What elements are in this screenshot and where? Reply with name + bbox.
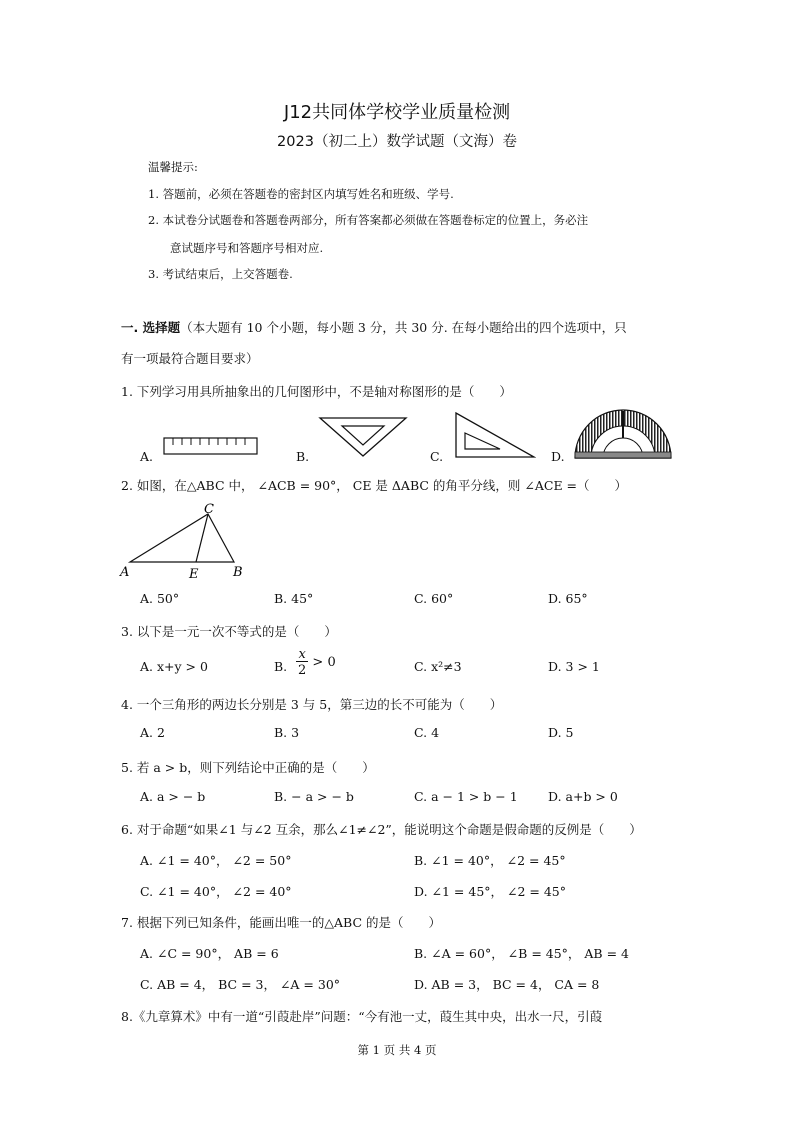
section-desc-line1: （本大题有 10 个小题，每小题 3 分，共 30 分. 在每小题给出的四个选项中，只 [180, 320, 627, 335]
fraction-x-over-2: $\frac{x}{2}$ [298, 647, 307, 678]
q4-option-d: D. 5 [548, 725, 574, 740]
exam-title: J12共同体学校学业质量检测 [283, 102, 511, 123]
q4-option-c: C. 4 [414, 725, 440, 740]
q5-option-c: C. a − 1 > b − 1 [414, 789, 518, 804]
q2-option-a: A. 50° [140, 591, 180, 606]
q1-option-b-label: B. [296, 449, 310, 464]
protractor-figure [573, 408, 673, 462]
notice-item-1: 1. 答题前，必须在答题卷的密封区内填写姓名和班级、学号. [148, 187, 454, 201]
q7-option-d: D. AB = 3， BC = 4， CA = 8 [414, 977, 600, 992]
q3-option-d: D. 3 > 1 [548, 659, 600, 674]
q7-option-c: C. AB = 4， BC = 3， ∠A = 30° [140, 977, 341, 992]
q1-option-d-label: D. [551, 449, 565, 464]
q4-option-a: A. 2 [140, 725, 165, 740]
section-heading [121, 318, 627, 336]
q5-option-a: A. a > − b [140, 789, 206, 804]
question-8-stem: 8.《九章算术》中有一道“引葭赴岸”问题：“今有池一丈，葭生其中央，出水一尺，引葭 [121, 1009, 603, 1024]
question-4-stem: 4. 一个三角形的两边长分别是 3 与 5，第三边的长不可能为（ ） [121, 697, 503, 712]
q3-option-b-label: B. [274, 659, 288, 674]
q5-option-d: D. a+b > 0 [548, 789, 618, 804]
point-e-label: E [189, 567, 199, 582]
q6-option-b: B. ∠1 = 40°， ∠2 = 45° [414, 853, 566, 868]
q4-option-b: B. 3 [274, 725, 300, 740]
section-desc-line2: 有一项最符合题目要求） [121, 351, 259, 366]
question-3-stem: 3. 以下是一元一次不等式的是（ ） [121, 624, 337, 639]
vertex-a-label: A [120, 565, 130, 580]
q2-option-b: B. 45° [274, 591, 314, 606]
page-footer: 第 1 页 共 4 页 [357, 1043, 437, 1057]
q6-option-d: D. ∠1 = 45°， ∠2 = 45° [414, 884, 567, 899]
question-7-stem: 7. 根据下列已知条件，能画出唯一的△ABC 的是（ ） [121, 915, 441, 930]
notice-item-2: 2. 本试卷分试题卷和答题卷两部分，所有答案都必须做在答题卷标定的位置上，务必注 [148, 213, 589, 227]
vertex-b-label: B [233, 565, 243, 580]
question-1-stem: 1. 下列学习用具所抽象出的几何图形中，不是轴对称图形的是（ ） [121, 384, 512, 399]
ruler-figure [163, 437, 259, 456]
q7-option-a: A. ∠C = 90°， AB = 6 [140, 946, 279, 961]
right-set-square-figure [452, 411, 536, 459]
q6-option-c: C. ∠1 = 40°， ∠2 = 40° [140, 884, 292, 899]
triangle-abc-figure [116, 498, 256, 582]
q3-option-b-expression: $\frac{x}{2}$ > 0 [298, 647, 336, 678]
question-2-stem: 2. 如图，在△ABC 中， ∠ACB = 90°， CE 是 ΔABC 的角平分线，则 ∠ACE =（ ） [121, 478, 628, 493]
q1-option-a-label: A. [140, 449, 154, 464]
q6-option-a: A. ∠1 = 40°， ∠2 = 50° [140, 853, 292, 868]
question-5-stem: 5. 若 a > b，则下列结论中正确的是（ ） [121, 760, 375, 775]
q2-option-c: C. 60° [414, 591, 454, 606]
notice-item-2-cont: 意试题序号和答题序号相对应. [170, 241, 324, 255]
q1-option-c-label: C. [430, 449, 444, 464]
notice-heading: 温馨提示: [148, 160, 198, 174]
exam-subtitle: 2023（初二上）数学试题（文海）卷 [277, 134, 517, 150]
q3-option-c: C. x²≠3 [414, 659, 462, 674]
section-label: 一. 选择题 [121, 320, 181, 335]
q2-option-d: D. 65° [548, 591, 588, 606]
isosceles-set-square-figure [318, 416, 408, 458]
q5-option-b: B. − a > − b [274, 789, 354, 804]
q3-option-a: A. x+y > 0 [140, 659, 208, 674]
vertex-c-label: C [204, 502, 214, 517]
q7-option-b: B. ∠A = 60°， ∠B = 45°， AB = 4 [414, 946, 629, 961]
notice-item-3: 3. 考试结束后，上交答题卷. [148, 267, 293, 281]
question-6-stem: 6. 对于命题“如果∠1 与∠2 互余，那么∠1≠∠2”，能说明这个命题是假命题的反例是（ ） [121, 822, 642, 837]
